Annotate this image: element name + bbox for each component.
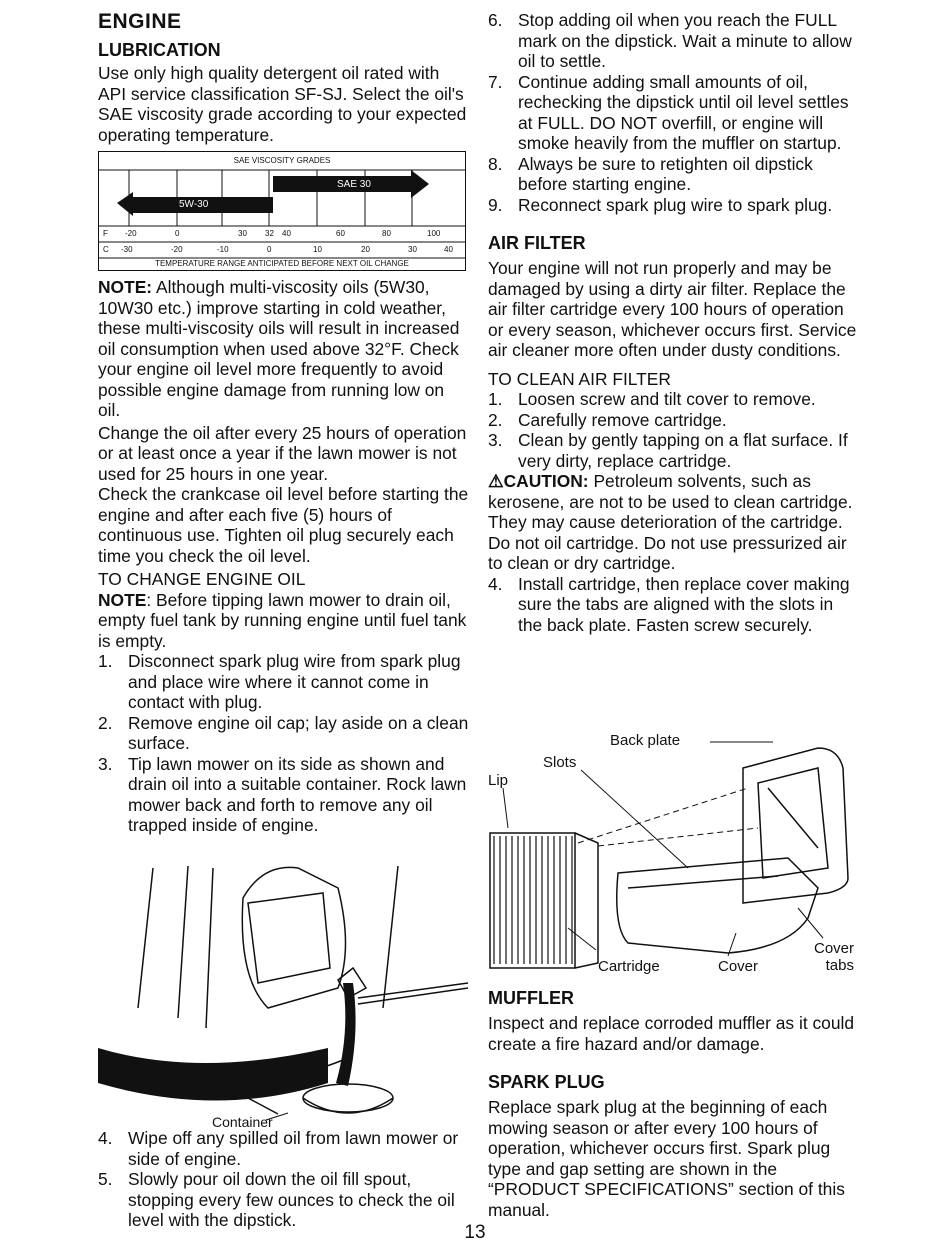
step-number: 2.	[98, 712, 113, 733]
left-column-bottom	[98, 1128, 470, 1231]
f-tick: 100	[427, 229, 441, 238]
f-tick: 80	[382, 229, 391, 238]
f-tick: 40	[282, 229, 291, 238]
drain-oil-drawing	[98, 858, 470, 1126]
c-tick: -10	[217, 245, 229, 254]
clean-air-filter-steps	[488, 389, 860, 471]
step-number: 8.	[488, 153, 503, 174]
step-number: 4.	[488, 573, 503, 594]
f-tick: 60	[336, 229, 345, 238]
container-label: Container	[212, 1114, 273, 1130]
caution-label: CAUTION:	[503, 471, 589, 491]
viscosity-chart	[98, 151, 466, 271]
cover-tabs-line2: tabs	[825, 957, 854, 974]
step-text: Slowly pour oil down the oil fill spout, stopping every few ounces to check the oil level with the dipstick.	[128, 1169, 455, 1230]
note-text: Although multi-viscosity oils (5W30, 10W30 etc.) improve starting in cold weather, these multi-viscosity oils will result in increased oil consumption when used above 32°F. Check your engine oil level more frequently to avoid possible engine damage from running low on oil.	[98, 277, 460, 420]
lubrication-paragraph: Use only high quality detergent oil rated with API service classification SF-SJ. Select the oil's SAE viscosity grade according to your expected operating temperature.	[98, 63, 467, 145]
right-column-bottom	[488, 988, 860, 1220]
step-text: Wipe off any spilled oil from lawn mower or side of engine.	[128, 1128, 459, 1169]
c-tick: 30	[408, 245, 417, 254]
air-filter-heading: AIR FILTER	[488, 233, 586, 253]
cover-label: Cover	[718, 958, 759, 975]
c-tick: 20	[361, 245, 370, 254]
lubrication-heading: LUBRICATION	[98, 40, 221, 60]
warning-triangle-icon: ⚠	[488, 471, 504, 491]
lip-label: Lip	[488, 772, 509, 789]
back-plate-label: Back plate	[610, 732, 681, 749]
list-item	[98, 713, 470, 754]
slots-label: Slots	[543, 754, 577, 771]
step-text: Remove engine oil cap; lay aside on a clean surface.	[128, 712, 469, 753]
bar-5w30-label: 5W-30	[179, 199, 209, 210]
list-item	[488, 10, 860, 72]
change-oil-steps	[98, 651, 470, 836]
step-number: 7.	[488, 71, 503, 92]
step-number: 4.	[98, 1128, 113, 1148]
step-text: Tip lawn mower on its side as shown and drain oil into a suitable container. Rock lawn mower back and forth to remove any oil trapped inside of engine.	[128, 753, 467, 835]
f-tick: 0	[175, 229, 180, 238]
engine-heading: ENGINE	[98, 10, 182, 33]
note-label: NOTE	[98, 589, 147, 610]
page-number: 13	[464, 1222, 486, 1243]
caution-text: Petroleum solvents, such as kerosene, are not to be used to clean cartridge. They may cause deterioration of the cartridge. Do not oil cartridge. Do not use pressurized air to clean or dry cartridge.	[488, 471, 853, 573]
step-number: 9.	[488, 194, 503, 215]
step-text: Install cartridge, then replace cover making sure the tabs are aligned with the slots in the back plate. Fasten screw securely.	[518, 573, 850, 635]
spark-plug-paragraph: Replace spark plug at the beginning of each mowing season or after every 100 hours of operation, whichever occurs first. Spark plug type and gap setting are shown in the “PRODUCT SPECIFICATIONS” section of this manual.	[488, 1097, 845, 1220]
note-tipping	[98, 590, 470, 652]
step-number: 1.	[488, 389, 503, 409]
note-text: : Before tipping lawn mower to drain oil, empty fuel tank by running engine until fuel tank is empty.	[98, 589, 467, 651]
oil-check-paragraph: Check the crankcase oil level before starting the engine and after each five (5) hours of continuous use. Tighten oil plug securely each time you check the oil level.	[98, 484, 469, 566]
list-item	[488, 389, 860, 410]
step-number: 6.	[488, 10, 503, 30]
change-oil-steps-continued	[98, 1128, 470, 1231]
step-text: Always be sure to retighten oil dipstick before starting engine.	[518, 153, 813, 194]
step-number: 1.	[98, 651, 113, 671]
f-tick: -20	[125, 229, 137, 238]
caution-paragraph	[488, 471, 860, 574]
c-tick: -20	[171, 245, 183, 254]
c-tick: 40	[444, 245, 453, 254]
spark-plug-heading: SPARK PLUG	[488, 1072, 605, 1092]
c-tick: 10	[313, 245, 322, 254]
cover-tabs-line1: Cover	[813, 940, 854, 957]
fahrenheit-label: F	[103, 229, 108, 238]
left-column	[98, 0, 470, 836]
note-multiviscosity	[98, 277, 470, 421]
f-tick: 30	[238, 229, 247, 238]
c-tick: 0	[267, 245, 272, 254]
viscosity-chart-title: SAE VISCOSITY GRADES	[233, 156, 331, 165]
step-text: Continue adding small amounts of oil, rechecking the dipstick until oil level settles at FULL. DO NOT overfill, or engine will smoke heavily from the muffler on startup.	[518, 71, 849, 153]
bar-sae30-label: SAE 30	[337, 179, 371, 190]
list-item	[488, 195, 860, 216]
list-item	[98, 1128, 470, 1169]
step-text: Reconnect spark plug wire to spark plug.	[518, 194, 833, 215]
cartridge-label: Cartridge	[598, 958, 660, 975]
muffler-paragraph: Inspect and replace corroded muffler as it could create a fire hazard and/or damage.	[488, 1013, 855, 1054]
step-text: Clean by gently tapping on a flat surface. If very dirty, replace cartridge.	[518, 430, 848, 471]
list-item	[488, 410, 860, 431]
step-text: Carefully remove cartridge.	[518, 409, 727, 430]
clean-air-filter-steps-continued	[488, 574, 860, 636]
note-label: NOTE:	[98, 277, 153, 297]
list-item	[488, 574, 860, 636]
air-filter-illustration	[488, 728, 860, 978]
c-tick: -30	[121, 245, 133, 254]
muffler-heading: MUFFLER	[488, 988, 574, 1008]
list-item	[98, 651, 470, 713]
step-number: 3.	[98, 753, 113, 774]
air-filter-paragraph: Your engine will not run properly and may be damaged by using a dirty air filter. Replace the air filter cartridge every 100 hours of operation or every season, whichever occurs first. Service air cleaner more often under dusty conditions.	[488, 258, 857, 360]
right-column	[488, 10, 860, 635]
list-item	[488, 430, 860, 471]
step-text: Disconnect spark plug wire from spark plug and place wire where it cannot come in contact with plug.	[128, 651, 461, 712]
step-number: 2.	[488, 409, 503, 430]
list-item	[488, 154, 860, 195]
oil-change-interval-paragraph: Change the oil after every 25 hours of operation or at least once a year if the lawn mower is not used for 25 hours in one year.	[98, 422, 467, 484]
step-number: 5.	[98, 1169, 113, 1189]
clean-air-filter-heading: TO CLEAN AIR FILTER	[488, 368, 671, 389]
viscosity-chart-footer: TEMPERATURE RANGE ANTICIPATED BEFORE NEXT OIL CHANGE	[155, 259, 409, 268]
cover-tabs-label	[808, 940, 854, 974]
list-item	[98, 754, 470, 836]
drain-oil-illustration	[98, 858, 470, 1130]
step-text: Stop adding oil when you reach the FULL mark on the dipstick. Wait a minute to allow oil to settle.	[518, 10, 852, 71]
celsius-label: C	[103, 245, 109, 254]
step-number: 3.	[488, 430, 503, 450]
change-oil-heading: TO CHANGE ENGINE OIL	[98, 569, 306, 589]
list-item	[488, 72, 860, 154]
step-text: Loosen screw and tilt cover to remove.	[518, 389, 816, 409]
add-oil-steps	[488, 10, 860, 215]
f-tick: 32	[265, 229, 274, 238]
